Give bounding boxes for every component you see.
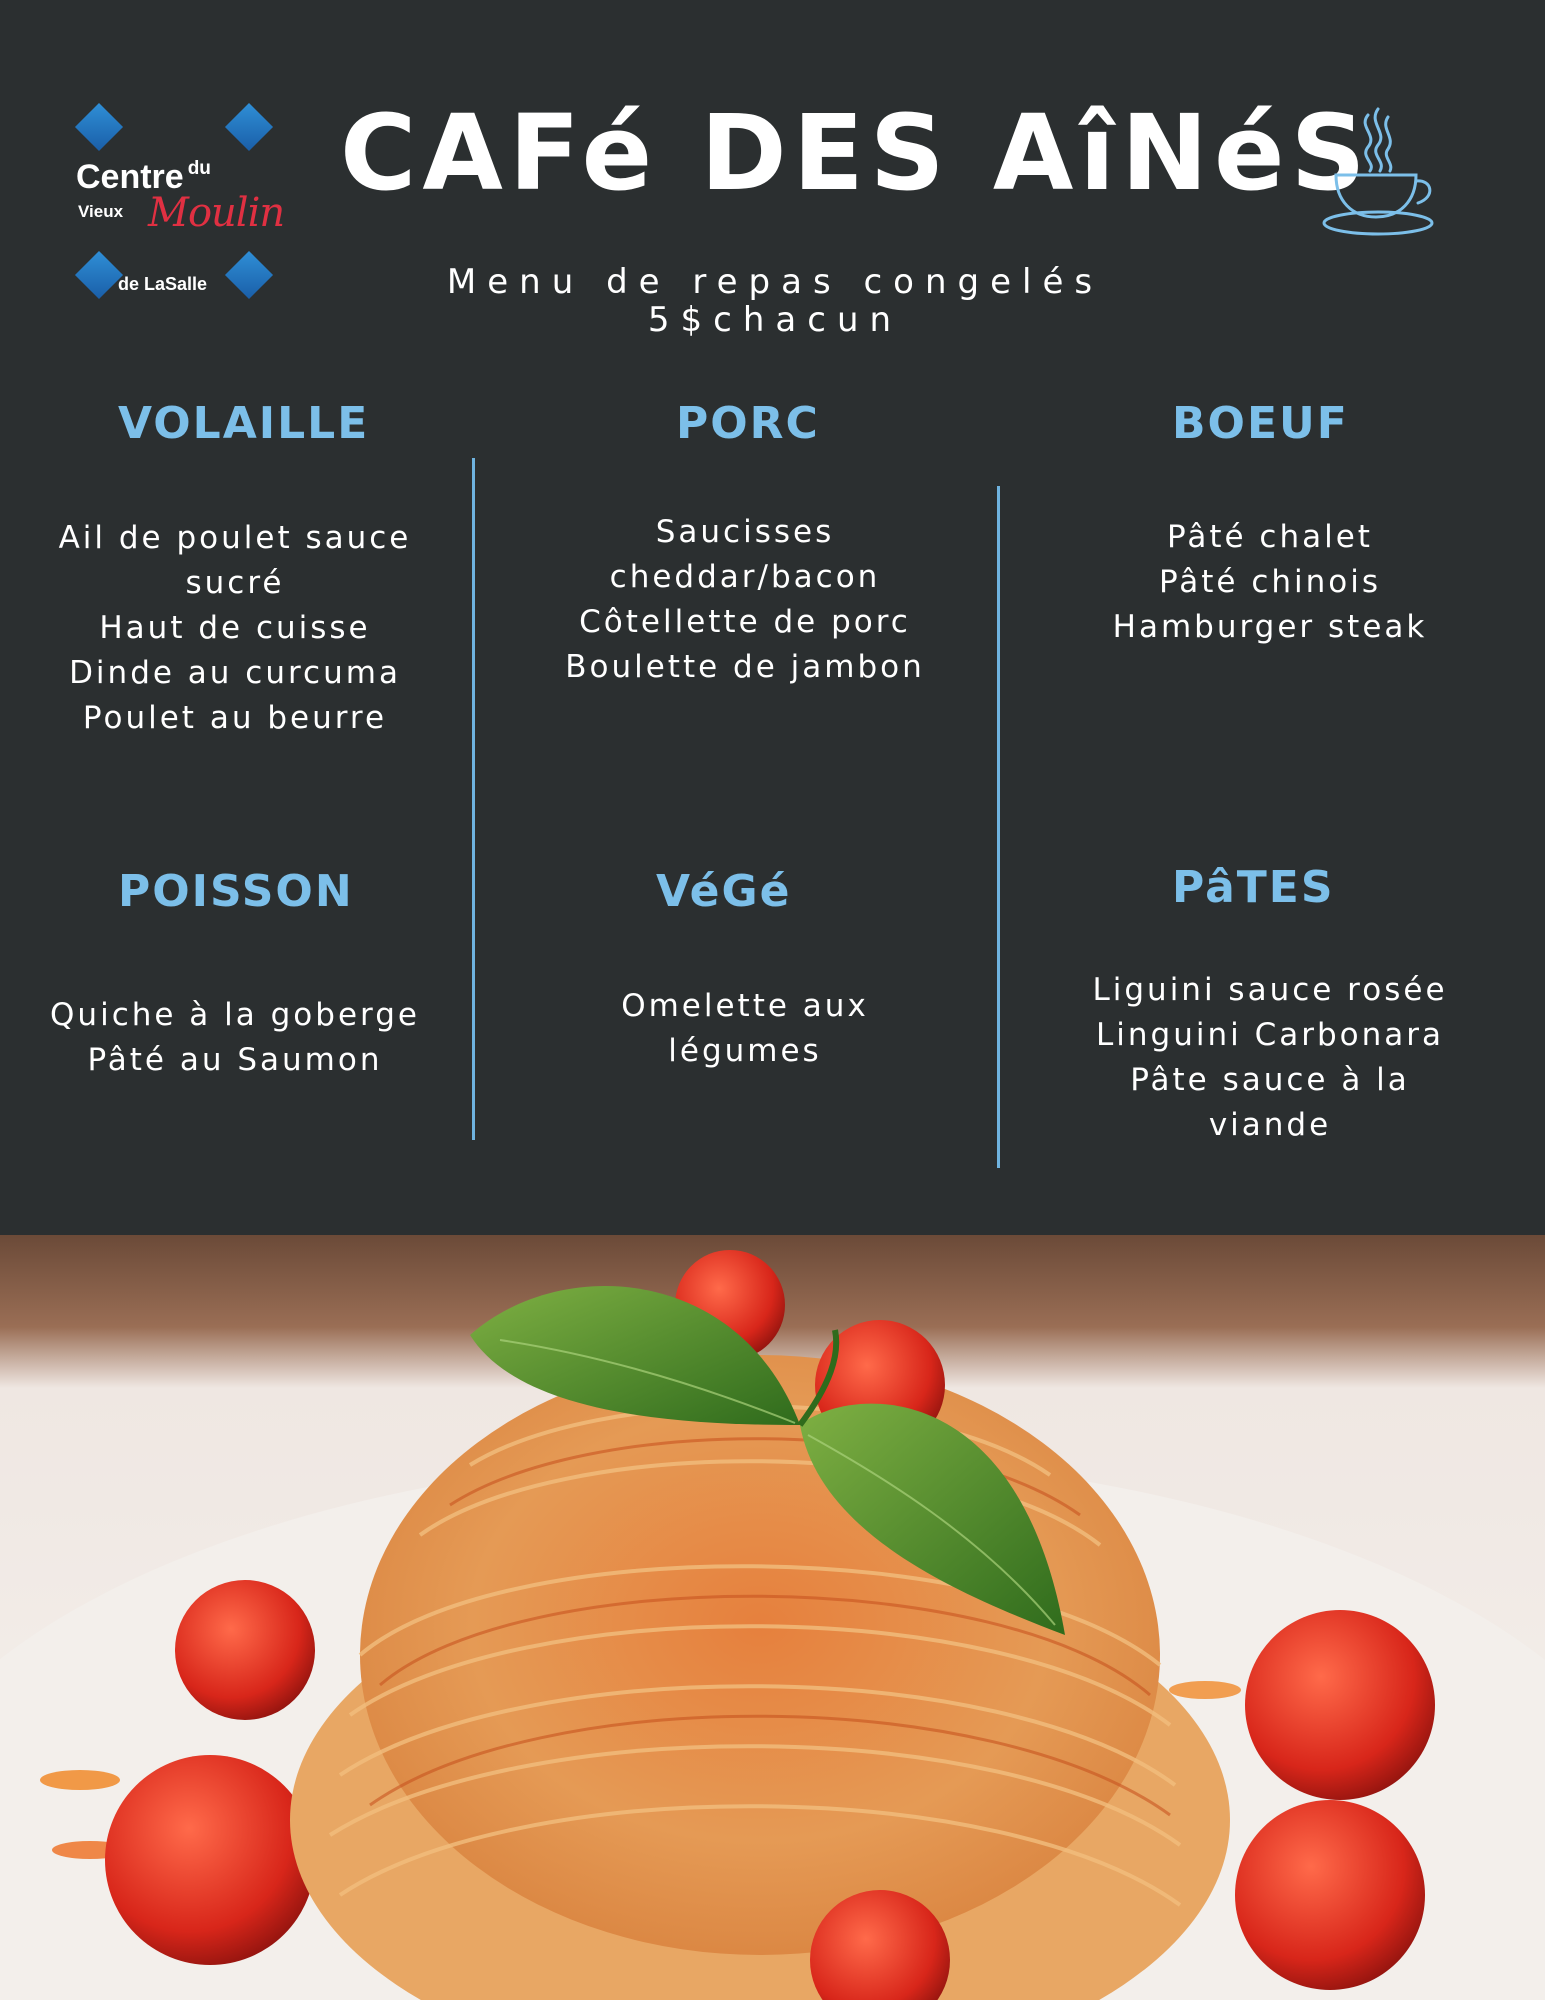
category-title-volaille: VOLAILLE: [118, 398, 370, 449]
category-items-vege: [520, 984, 970, 1074]
category-title-porc: PORC: [676, 398, 820, 449]
menu-item: Dinde au curcuma: [69, 655, 401, 691]
subtitle-price: 5$chacun: [647, 300, 903, 340]
menu-item: Pâté chinois: [1158, 564, 1382, 600]
menu-item: Liguini sauce rosée: [1092, 972, 1448, 1008]
menu-item: Quiche à la goberge: [50, 997, 420, 1033]
category-items-volaille: [20, 516, 450, 741]
menu-item: sucré: [185, 565, 285, 601]
logo-text-moulin: Moulin: [148, 190, 285, 236]
logo-diamond-top-right: [225, 103, 273, 151]
menu-item: Saucisses: [655, 514, 835, 550]
menu-item: viande: [1208, 1107, 1332, 1143]
menu-item: légumes: [668, 1033, 822, 1069]
logo-diamond-bottom-left: [75, 251, 123, 299]
category-items-boeuf: [1040, 515, 1500, 650]
menu-item: Boulette de jambon: [565, 649, 925, 685]
category-items-poisson: [20, 993, 450, 1083]
menu-item: Omelette aux: [621, 988, 869, 1024]
menu-item: Pâté chalet: [1167, 519, 1373, 555]
subtitle-menu: Menu de repas congelés: [446, 262, 1104, 302]
menu-item: Côtellette de porc: [579, 604, 911, 640]
menu-item: Haut de cuisse: [99, 610, 371, 646]
logo-diamond-bottom-right: [225, 251, 273, 299]
category-title-poisson: POISSON: [118, 866, 354, 917]
menu-item: Pâte sauce à la: [1130, 1062, 1410, 1098]
menu-item: cheddar/bacon: [609, 559, 881, 595]
column-divider-right: [997, 486, 1000, 1168]
category-title-vege: VéGé: [656, 866, 792, 917]
category-title-boeuf: BOEUF: [1172, 398, 1349, 449]
menu-item: Hamburger steak: [1112, 609, 1428, 645]
page-title: CAFé DES AîNéS: [340, 92, 1372, 214]
menu-item: Linguini Carbonara: [1095, 1017, 1444, 1053]
category-title-pates: PâTES: [1172, 862, 1335, 913]
logo-text-centre: Centre $^{du}$: [76, 158, 211, 196]
spaghetti-photo: [0, 1235, 1545, 2000]
column-divider-left: [472, 458, 475, 1140]
category-items-pates: [1040, 968, 1500, 1148]
coffee-cup-icon: [1320, 105, 1440, 240]
menu-item: Pâté au Saumon: [87, 1042, 383, 1078]
logo-text-lasalle: de LaSalle: [118, 274, 208, 294]
category-items-porc: [520, 510, 970, 690]
logo-diamond-top-left: [75, 103, 123, 151]
menu-item: Ail de poulet sauce: [58, 520, 412, 556]
logo-text-vieux: Vieux: [78, 202, 124, 221]
menu-item: Poulet au beurre: [82, 700, 388, 736]
centre-du-vieux-moulin-logo: [70, 100, 285, 300]
